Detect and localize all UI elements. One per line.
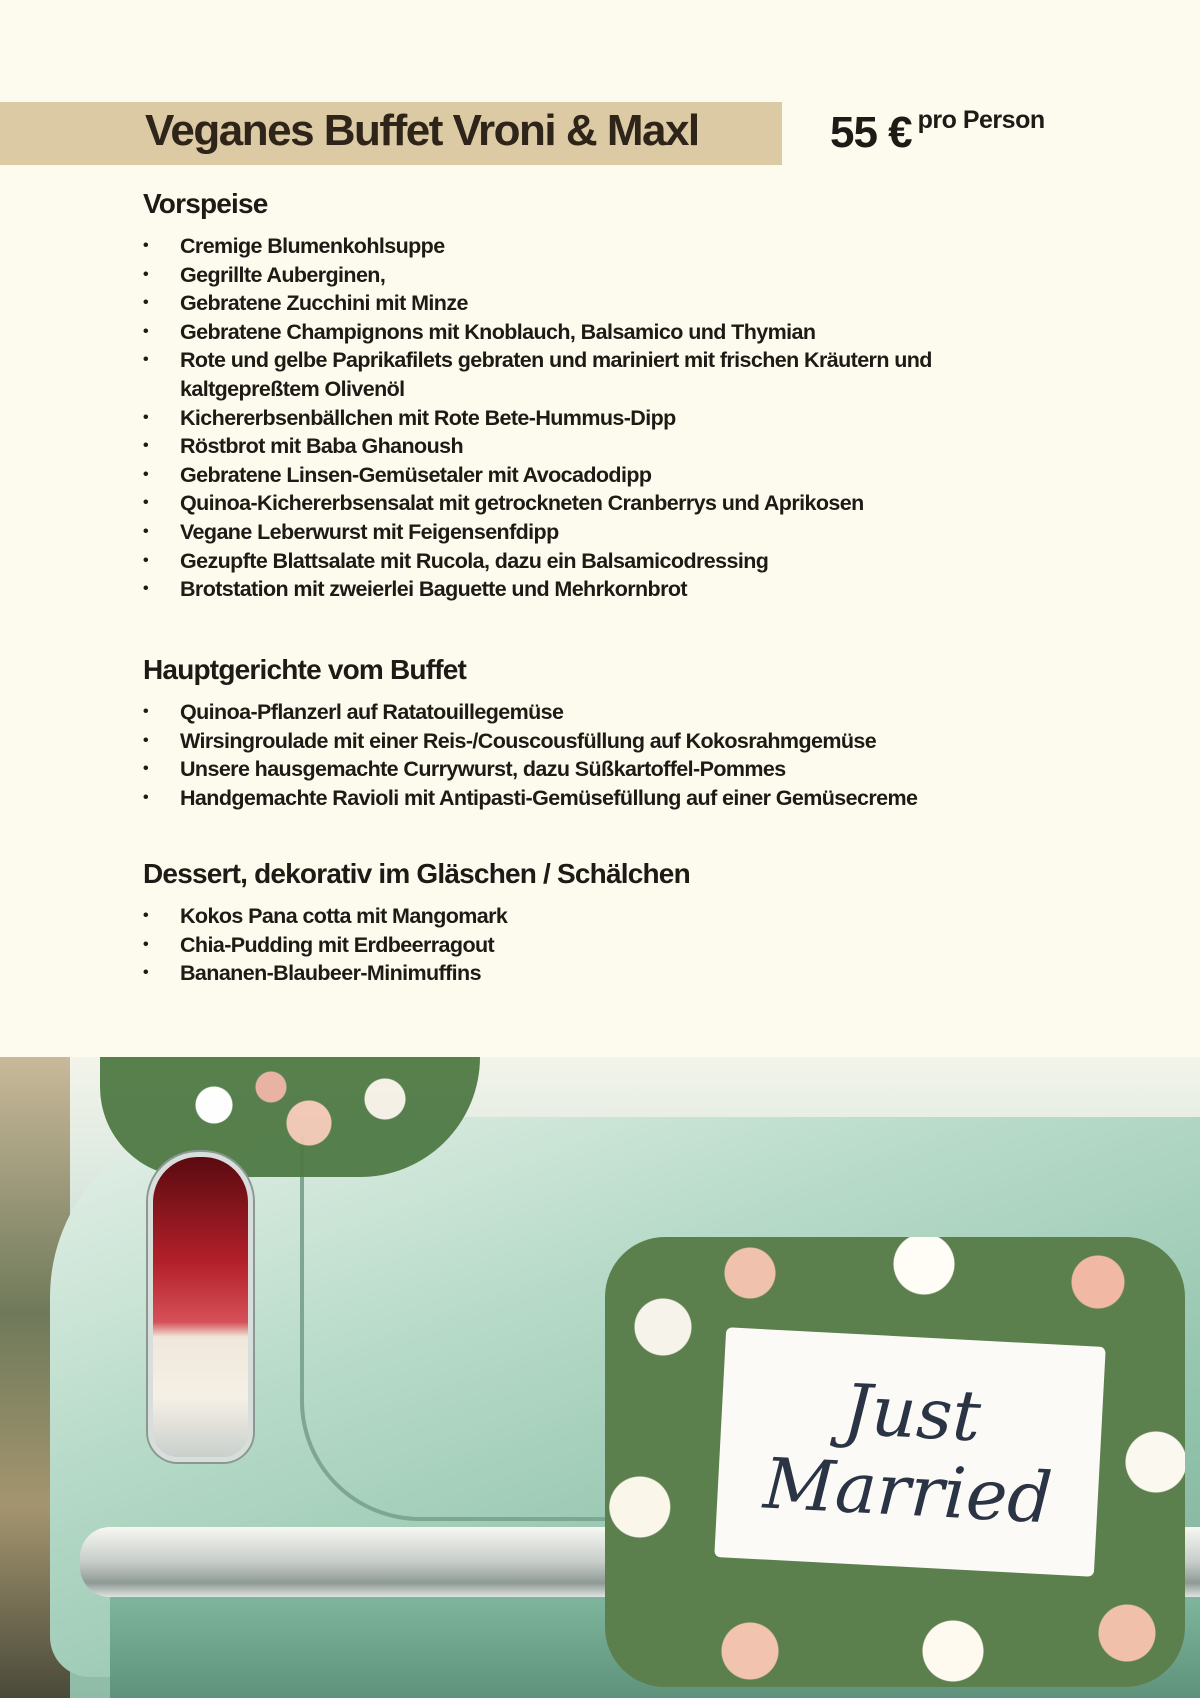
menu-item: • Gebratene Champignons mit Knoblauch, Balsamico und Thymian (143, 318, 1060, 347)
page-title: Veganes Buffet Vroni & Maxl (145, 106, 699, 155)
price (830, 108, 1045, 158)
menu-item: • Bananen-Blaubeer-Minimuffins (143, 959, 1060, 988)
section-heading: Hauptgerichte vom Buffet (143, 654, 467, 685)
menu-item: • Gebratene Zucchini mit Minze (143, 289, 1060, 318)
menu-item: • Gegrillte Auberginen, (143, 261, 1060, 290)
section-heading: Dessert, dekorativ im Gläschen / Schälchen (143, 858, 690, 889)
section-vorspeise (143, 188, 1043, 604)
menu-item: • Rote und gelbe Paprikafilets gebraten und mariniert mit frischen Kräutern und kaltgepreßtem Olivenöl (143, 346, 1060, 403)
item-list (143, 232, 1043, 604)
taillight (148, 1152, 253, 1462)
menu-item: • Unsere hausgemachte Currywurst, dazu Süßkartoffel-Pommes (143, 755, 1060, 784)
menu-item: • Quinoa-Pflanzerl auf Ratatouillegemüse (143, 698, 1060, 727)
item-list (143, 902, 1043, 988)
menu-item: • Chia-Pudding mit Erdbeerragout (143, 931, 1060, 960)
section-dessert (143, 858, 1043, 988)
menu-item: • Quinoa-Kichererbsensalat mit getrockneten Cranberrys und Aprikosen (143, 489, 1060, 518)
section-heading: Vorspeise (143, 188, 268, 219)
flower-decoration (100, 1057, 480, 1177)
menu-item: • Brotstation mit zweierlei Baguette und Mehrkornbrot (143, 575, 1060, 604)
menu-item: • Wirsingroulade mit einer Reis-/Couscousfüllung auf Kokosrahmgemüse (143, 727, 1060, 756)
menu-item: • Handgemachte Ravioli mit Antipasti-Gemüsefüllung auf einer Gemüsecreme (143, 784, 1060, 813)
sign-text-line2: Married (761, 1442, 1055, 1540)
menu-item: • Kichererbsenbällchen mit Rote Bete-Hummus-Dipp (143, 404, 1060, 433)
menu-item: • Cremige Blumenkohlsuppe (143, 232, 1060, 261)
menu-item: • Vegane Leberwurst mit Feigensenfdipp (143, 518, 1060, 547)
menu-item: • Gebratene Linsen-Gemüsetaler mit Avocadodipp (143, 461, 1060, 490)
menu-item: • Gezupfte Blattsalate mit Rucola, dazu ein Balsamicodressing (143, 547, 1060, 576)
sign-text-line1: Just (841, 1368, 983, 1458)
price-amount: 55 € (830, 108, 912, 157)
item-list (143, 698, 1043, 812)
section-hauptgerichte (143, 654, 1043, 812)
just-married-sign (714, 1327, 1106, 1577)
price-unit: pro Person (917, 106, 1045, 134)
menu-item: • Kokos Pana cotta mit Mangomark (143, 902, 1060, 931)
wedding-car-photo (0, 1057, 1200, 1698)
menu-item: • Röstbrot mit Baba Ghanoush (143, 432, 1060, 461)
